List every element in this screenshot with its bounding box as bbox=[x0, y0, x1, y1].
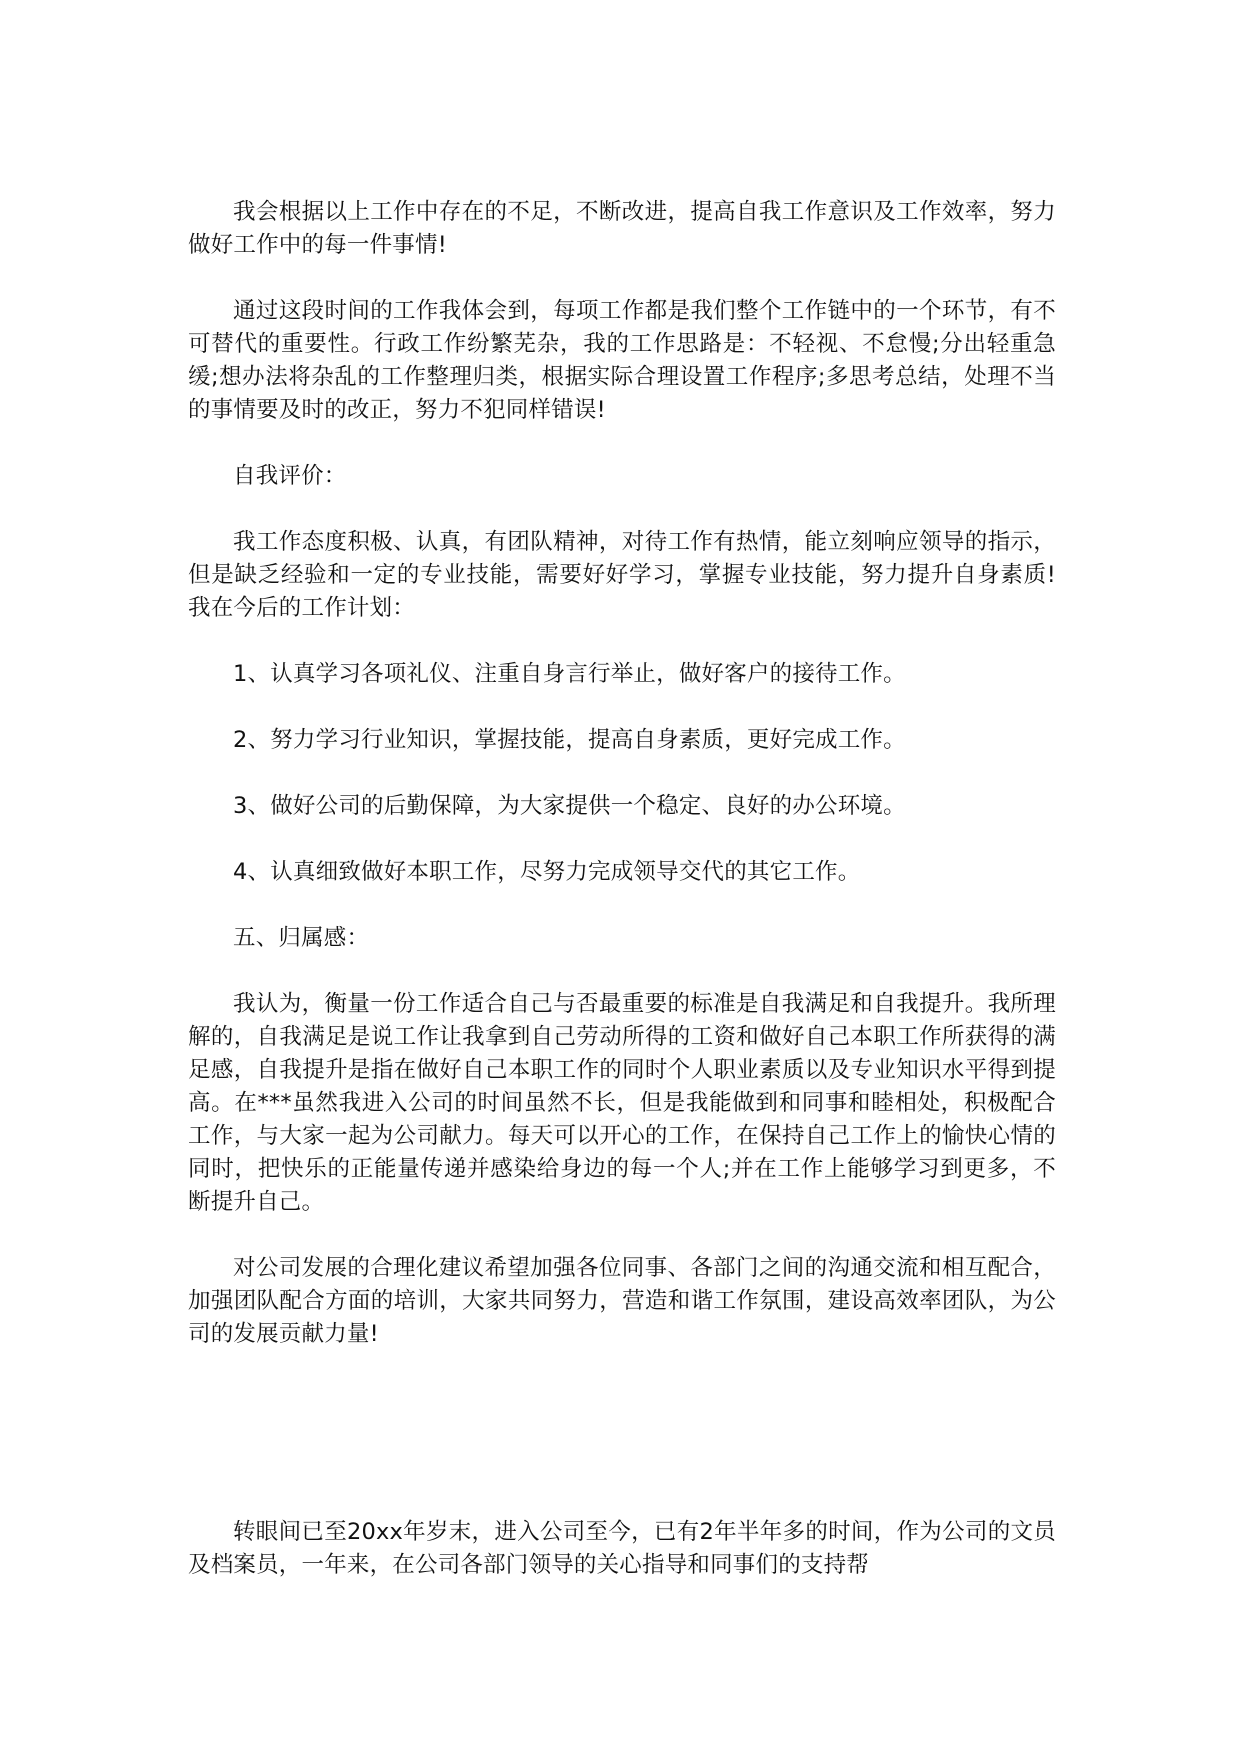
paragraph-improvement: 我会根据以上工作中存在的不足，不断改进，提高自我工作意识及工作效率，努力做好工作中的每一件事情! bbox=[188, 199, 1056, 258]
paragraph-belonging: 我认为，衡量一份工作适合自己与否最重要的标准是自我满足和自我提升。我所理解的，自我满足是说工作让我拿到自己劳动所得的工资和做好自己本职工作所获得的满足感，自我提升是指在做好自己本职工作的同时个人职业素质以及专业知识水平得到提高。在***虽然我进入公司的时间虽然不长，但是我能做到和同事和睦相处，积极配合工作，与大家一起为公司献力。每天可以开心的工作，在保持自己工作上的愉快心情的同时，把快乐的正能量传递并感染给身边的每一个人;并在工作上能够学习到更多，不断提升自己。 bbox=[188, 991, 1056, 1215]
document-body bbox=[188, 196, 1056, 1615]
plan-item-3: 3、做好公司的后勤保障，为大家提供一个稳定、良好的办公环境。 bbox=[233, 793, 906, 819]
plan-item-4: 4、认真细致做好本职工作，尽努力完成领导交代的其它工作。 bbox=[233, 859, 861, 885]
plan-item-1: 1、认真学习各项礼仪、注重自身言行举止，做好客户的接待工作。 bbox=[233, 661, 906, 687]
paragraph-suggestions: 对公司发展的合理化建议希望加强各位同事、各部门之间的沟通交流和相互配合，加强团队配合方面的培训，大家共同努力，营造和谐工作氛围，建设高效率团队，为公司的发展贡献力量! bbox=[188, 1255, 1056, 1347]
heading-self-evaluation: 自我评价： bbox=[233, 463, 347, 489]
paragraph-self-evaluation: 我工作态度积极、认真，有团队精神，对待工作有热情，能立刻响应领导的指示，但是缺乏经验和一定的专业技能，需要好好学习，掌握专业技能，努力提升自身素质!我在今后的工作计划： bbox=[188, 529, 1056, 621]
plan-item-2: 2、努力学习行业知识，掌握技能，提高自身素质，更好完成工作。 bbox=[233, 727, 906, 753]
paragraph-work-experience: 通过这段时间的工作我体会到，每项工作都是我们整个工作链中的一个环节，有不可替代的重要性。行政工作纷繁芜杂，我的工作思路是：不轻视、不怠慢;分出轻重急缓;想办法将杂乱的工作整理归类，根据实际合理设置工作程序;多思考总结，处理不当的事情要及时的改正，努力不犯同样错误! bbox=[188, 298, 1056, 423]
paragraph-year-end-intro: 转眼间已至20xx年岁末，进入公司至今，已有2年半年多的时间，作为公司的文员及档案员，一年来，在公司各部门领导的关心指导和同事们的支持帮 bbox=[188, 1519, 1056, 1578]
section-spacer bbox=[188, 1384, 1056, 1516]
heading-belonging: 五、归属感： bbox=[233, 925, 370, 951]
